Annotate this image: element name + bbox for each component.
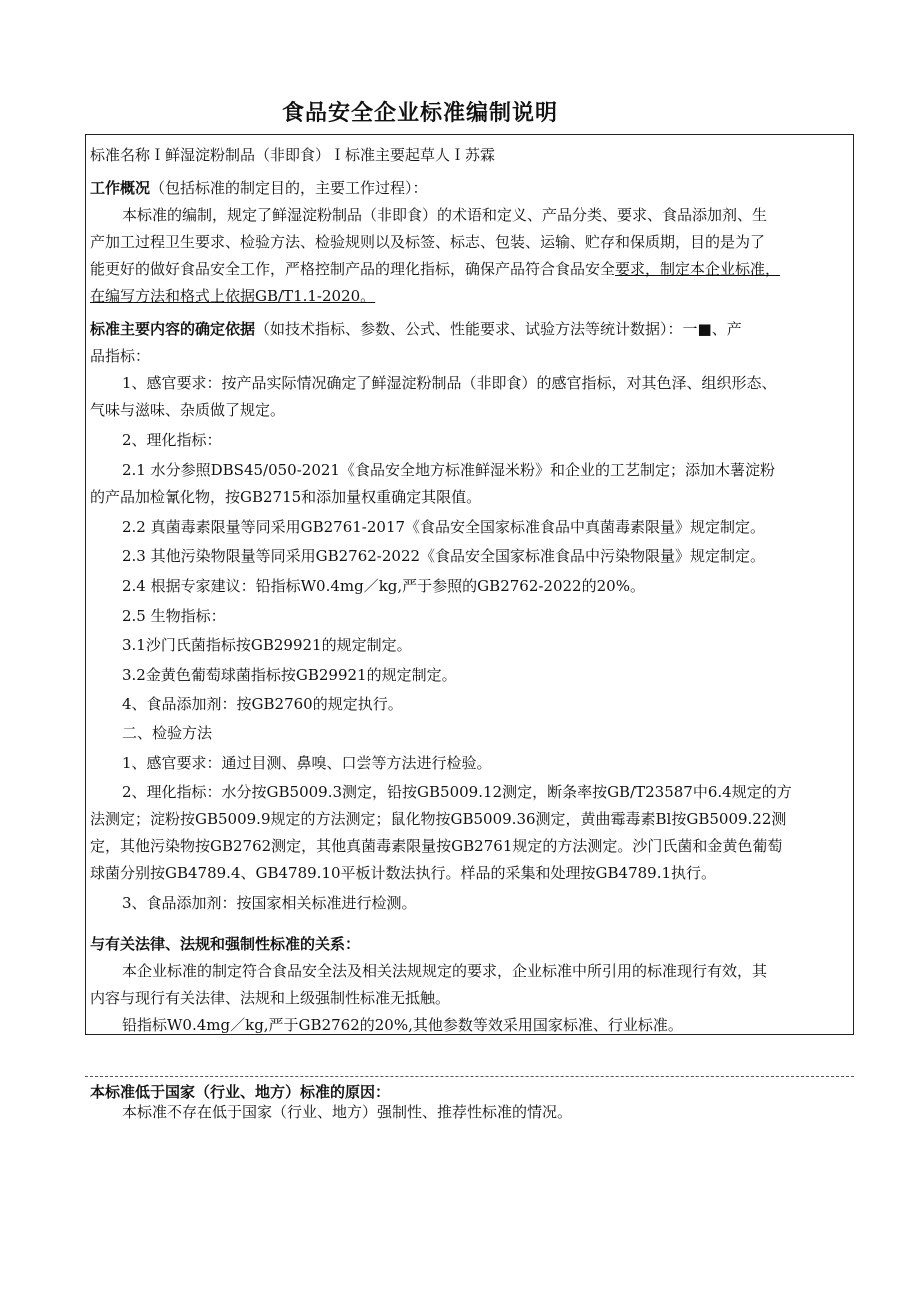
basis-heading-note: （如技术指标、参数、公式、性能要求、试验方法等统计数据）：一■、产	[255, 320, 742, 338]
basis-item: 4、食品添加剂：按GB2760的规定执行。	[122, 695, 403, 713]
overview-heading-row	[90, 177, 428, 199]
lower-heading: 本标准低于国家（行业、地方）标准的原因：	[90, 1083, 391, 1101]
relation-line: 本企业标准的制定符合食品安全法及相关法规规定的要求，企业标准中所引用的标准现行有效，其	[122, 962, 768, 980]
section-divider	[85, 1076, 854, 1077]
relation-line: 内容与现行有关法律、法规和上级强制性标准无抵触。	[90, 989, 451, 1007]
basis-item: 2.4 根据专家建议：铅指标W0.4mg／kg,严于参照的GB2762-2022的20%。	[122, 577, 645, 595]
basis-heading-row	[90, 318, 742, 340]
overview-line-underlined: 要求，制定本企业标准，	[615, 260, 781, 278]
overview-line-underlined: 在编写方法和格式上依据GB/T1.1-2020。	[90, 287, 376, 305]
standard-name-label: 标准名称Ｉ	[90, 146, 166, 164]
basis-heading: 标准主要内容的确定依据	[90, 320, 256, 338]
relation-line: 铅指标W0.4mg／kg,严于GB2762的20%,其他参数等效采用国家标准、行业标准。	[122, 1016, 683, 1034]
overview-heading: 工作概况	[90, 179, 151, 197]
basis-item: 2、理化指标：	[122, 431, 222, 449]
basis-item: 3.2金黄色葡萄球菌指标按GB29921的规定制定。	[122, 666, 457, 684]
basis-item: 3、食品添加剂：按国家相关标准进行检测。	[122, 894, 417, 912]
overview-heading-note: （包括标准的制定目的，主要工作过程）：	[150, 179, 428, 197]
lower-line: 本标准不存在低于国家（行业、地方）强制性、推荐性标准的情况。	[122, 1103, 573, 1121]
basis-item: 2.2 真菌毒素限量等同采用GB2761-2017《食品安全国家标准食品中真菌毒素限量》规定制定。	[122, 518, 766, 536]
standard-name-value: 鲜湿淀粉制品（非即食）	[165, 146, 331, 164]
basis-item: 球菌分别按GB4789.4、GB4789.10平板计数法执行。样品的采集和处理按GB4789.1执行。	[90, 864, 717, 882]
basis-item: 的产品加检氰化物，按GB2715和添加量权重确定其限值。	[90, 488, 482, 506]
overview-line: 产加工过程卫生要求、检验方法、检验规则以及标签、标志、包装、运输、贮存和保质期，目的是为了	[90, 233, 766, 251]
overview-line	[90, 258, 780, 280]
basis-item: 2.1 水分参照DBS45/050-2021《食品安全地方标准鲜湿米粉》和企业的工艺制定；添加木薯淀粉	[122, 461, 775, 479]
basis-item: 气味与滋味、杂质做了规定。	[90, 401, 286, 419]
basis-item: 2.5 生物指标：	[122, 607, 226, 625]
drafter-label: Ｉ标准主要起草人Ｉ	[330, 146, 466, 164]
overview-line-part: 能更好的做好食品安全工作，严格控制产品的理化指标，确保产品符合食品安全	[90, 260, 616, 278]
drafter-value: 苏霖	[465, 146, 496, 164]
basis-heading-cont: 品指标：	[90, 347, 151, 365]
basis-item: 定，其他污染物按GB2762测定，其他真菌毒素限量按GB2761规定的方法测定。沙门氏菌和金黄色葡萄	[90, 837, 783, 855]
relation-heading: 与有关法律、法规和强制性标准的关系：	[90, 935, 361, 953]
standard-name-row	[90, 144, 495, 166]
page-title: 食品安全企业标准编制说明	[281, 101, 558, 126]
basis-item: 1、感官要求：通过目测、鼻嗅、口尝等方法进行检验。	[122, 754, 492, 772]
basis-item: 3.1沙门氏菌指标按GB29921的规定制定。	[122, 636, 412, 654]
basis-item: 法测定；淀粉按GB5009.9规定的方法测定；鼠化物按GB5009.36测定，黄曲霉毒素Bl按GB5009.22测	[90, 810, 787, 828]
basis-item: 二、检验方法	[122, 724, 213, 742]
overview-line: 本标准的编制，规定了鲜湿淀粉制品（非即食）的术语和定义、产品分类、要求、食品添加剂、生	[122, 206, 768, 224]
basis-item: 2.3 其他污染物限量等同采用GB2762-2022《食品安全国家标准食品中污染物限量》规定制定。	[122, 547, 766, 565]
basis-item: 1、感官要求：按产品实际情况确定了鲜湿淀粉制品（非即食）的感官指标，对其色泽、组织形态、	[122, 374, 777, 392]
basis-item: 2、理化指标：水分按GB5009.3测定，铅按GB5009.12测定，断条率按GB/T23587中6.4规定的方	[122, 783, 792, 801]
